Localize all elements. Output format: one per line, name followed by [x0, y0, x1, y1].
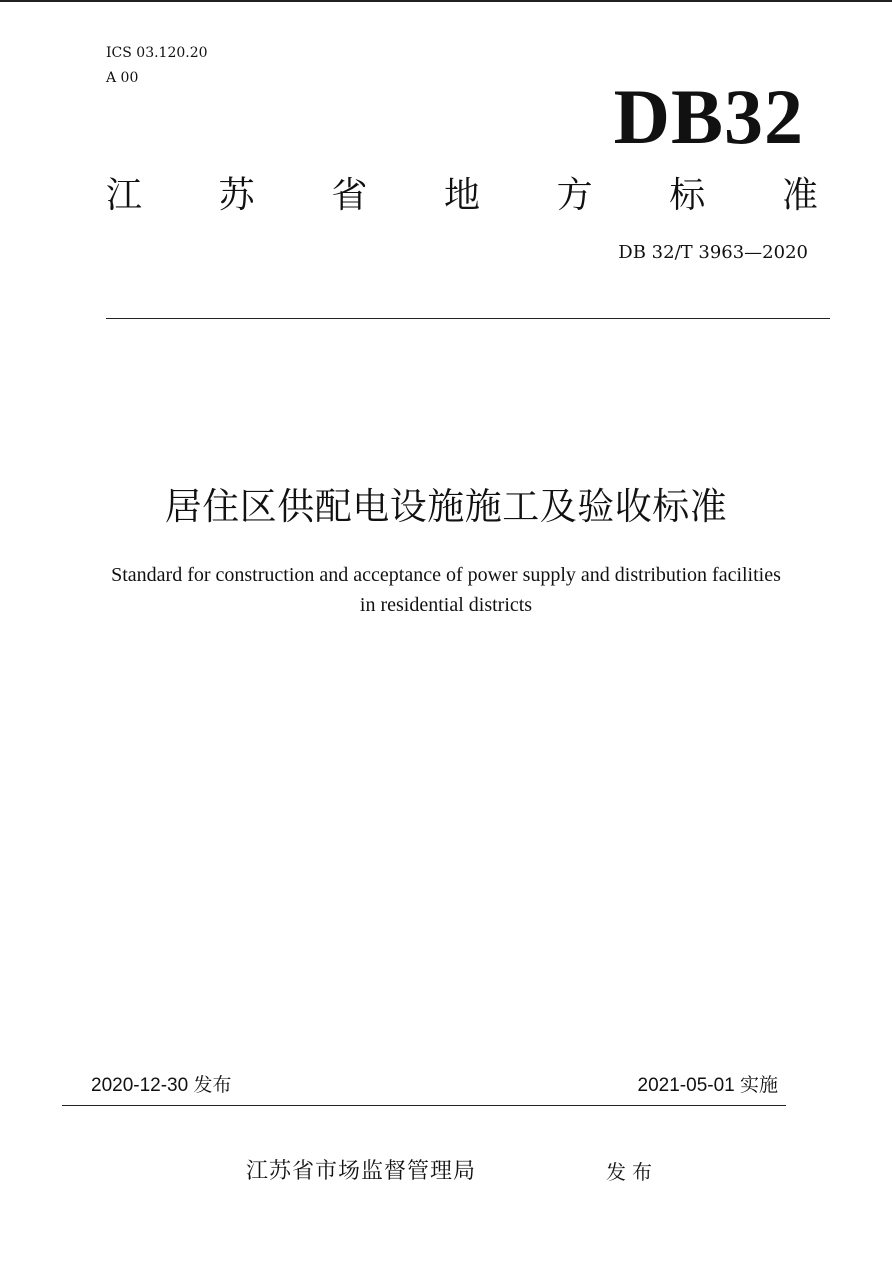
- standard-type-char: 标: [669, 175, 706, 216]
- classification-code: A 00: [106, 70, 139, 86]
- standard-type-heading: [106, 170, 818, 222]
- title-english: [0, 560, 892, 620]
- ics-code: ICS 03.120.20: [106, 45, 208, 61]
- publish-label: 发布: [606, 1160, 658, 1184]
- title-chinese: 居住区供配电设施施工及验收标准: [164, 485, 728, 528]
- publisher: 江苏省市场监督管理局: [246, 1159, 477, 1184]
- title-english-line: Standard for construction and acceptance of power supply and distribution facilities: [111, 564, 781, 586]
- standard-type-char: 地: [443, 175, 480, 216]
- standard-logo: DB32: [613, 73, 804, 160]
- divider: [62, 1105, 786, 1106]
- implementation-date: 2021-05-01 实施: [637, 1075, 778, 1096]
- top-border: [0, 0, 892, 2]
- title-english-line: in residential districts: [359, 594, 533, 616]
- standard-type-char: 准: [781, 175, 818, 216]
- standard-type-char: 省: [331, 175, 368, 216]
- standard-type-char: 苏: [218, 175, 255, 216]
- standard-number: DB 32/T 3963—2020: [618, 242, 808, 263]
- standard-type-char: 江: [106, 175, 143, 216]
- divider: [106, 318, 830, 319]
- issue-date: 2020-12-30 发布: [91, 1075, 232, 1096]
- standard-type-char: 方: [556, 175, 593, 216]
